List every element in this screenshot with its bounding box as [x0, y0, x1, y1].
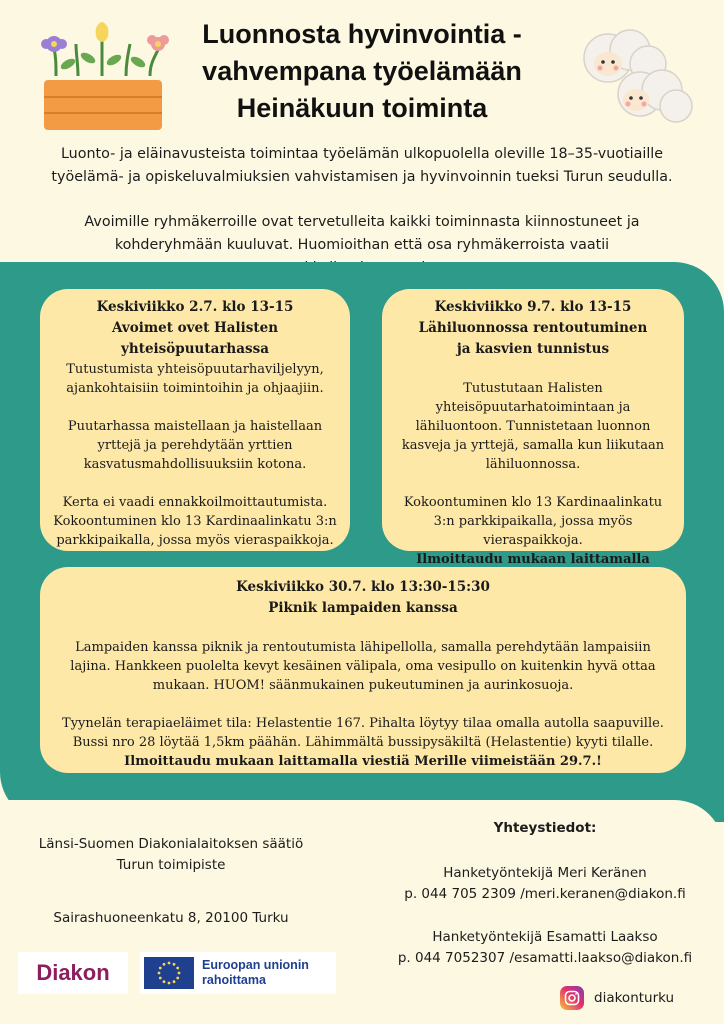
event-description: Kokoontuminen klo 13 Kardinaalinkatu 3:n parkkipaikalla, jossa myös vieraspaikkoja. [403, 495, 663, 548]
organization-address: Sairashuoneenkatu 8, 20100 Turku [53, 910, 289, 926]
event-card [40, 567, 686, 773]
event-signup: Ilmoittaudu mukaan laittamalla [416, 552, 650, 567]
event-description: Puutarhassa maistellaan ja haistellaan yrttejä ja perehdytään yrttien kasvatusmahdollisuuksiin kotona. [67, 419, 323, 472]
event-title: yhteisöpuutarhassa [121, 341, 269, 357]
event-description: Lampaiden kanssa piknik ja rentoutumista lähipellolla, samalla perehdytään lampaisiin lajina. Hankkeen puolelta kevyt kesäinen välipala, oma vesipullo on kuitenkin hyvä ottaa mukaan. HUOM! säänmukainen pukeutuminen ja aurinkosuoja. [70, 640, 656, 693]
event-card [40, 289, 350, 551]
contact-name: Hanketyöntekijä Esamatti Laakso [432, 929, 658, 945]
event-date: Keskiviikko 2.7. klo 13-15 [96, 299, 294, 315]
page-title: Luonnosta hyvinvointia - vahvempana työelämään Heinäkuun toiminta [202, 19, 522, 123]
organization-info: Länsi-Suomen Diakonialaitoksen säätiö Turun toimipiste Sairashuoneenkatu 8, 20100 Turku [36, 834, 306, 929]
sheep-icon [568, 20, 696, 130]
contact-name: Hanketyöntekijä Meri Keränen [443, 865, 647, 881]
instagram-icon [560, 986, 584, 1010]
eu-flag-icon [144, 957, 194, 989]
contact-info [380, 818, 710, 969]
event-description: Tutustumista yhteisöpuutarhaviljelyyn, ajankohtaisiin toimintoihin ja ohjaajiin. [66, 362, 324, 396]
contact-details[interactable]: p. 044 7052307 /esamatti.laakso@diakon.fi [397, 950, 693, 966]
contact-details[interactable]: p. 044 705 2309 /meri.keranen@diakon.fi [404, 886, 686, 902]
intro-paragraph: Avoimille ryhmäkerroille ovat tervetulleita kaikki toiminnasta kiinnostuneet ja kohderyhmään kuuluvat. Huomioithan että osa ryhmäkerroista vaatii [84, 214, 640, 253]
instagram-handle[interactable]: diakonturku [594, 990, 675, 1006]
event-description: Tutustutaan Halisten yhteisöpuutarhatoimintaan ja lähiluontoon. Tunnistetaan luonnon kasveja ja yrttejä, samalla kun liikutaan lähiluonnossa. [401, 381, 665, 472]
flower-box-icon [26, 14, 176, 132]
diakon-logo: Diakon [18, 952, 128, 994]
event-signup: Ilmoittaudu mukaan laittamalla viestiä Merille viimeistään 29.7.! [124, 754, 602, 769]
event-date: Keskiviikko 30.7. klo 13:30-15:30 [236, 579, 490, 595]
event-title: Piknik lampaiden kanssa [268, 600, 458, 616]
event-date: Keskiviikko 9.7. klo 13-15 [434, 299, 632, 315]
contact-heading: Yhteystiedot: [493, 820, 597, 836]
event-card [382, 289, 684, 567]
intro-paragraph: Luonto- ja eläinavusteista toimintaa työelämän ulkopuolella oleville 18–35-vuotiaille työelämä- ja opiskeluvalmiuksien vahvistamisen ja hyvinvoinnin tueksi Turun seudulla. [51, 146, 673, 185]
event-title: Avoimet ovet Halisten [111, 320, 279, 336]
event-description: Kerta ei vaadi ennakkoilmoittautumista. Kokoontuminen klo 13 Kardinaalinkatu 3:n parkkipaikalla, jossa myös vieraspaikkoja. [53, 495, 337, 548]
event-description: Tyynelän terapiaeläimet tila: Helastentie 167. Pihalta löytyy tilaa omalla autolla saapuville. Bussi nro 28 löytää 1,5km päähän. Lähimmältä bussipysäkiltä (Helastentie) kyyti tilalle. [62, 716, 664, 750]
event-title: ja kasvien tunnistus [456, 341, 610, 357]
eu-logo: Euroopan unionin rahoittama [140, 952, 336, 994]
instagram-link[interactable] [560, 986, 674, 1010]
event-title: Lähiluonnossa rentoutuminen [418, 320, 648, 336]
